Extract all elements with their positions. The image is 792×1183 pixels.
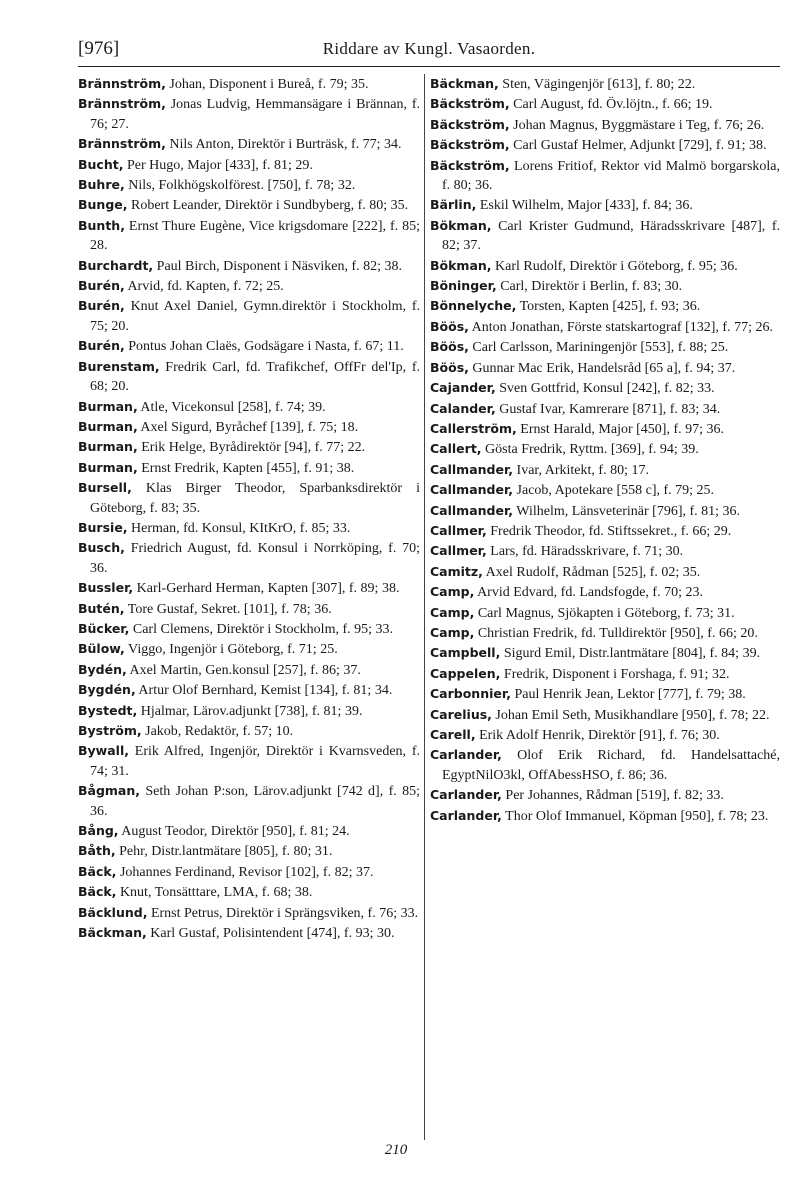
- register-entry: [78, 821, 420, 841]
- register-entry: [78, 903, 420, 923]
- entry-surname: Bursell,: [78, 480, 132, 496]
- entry-surname: Bökman,: [430, 257, 492, 273]
- entry-details: Torsten, Kapten [425], f. 93; 36.: [516, 299, 701, 315]
- entry-surname: Brännström,: [78, 136, 166, 152]
- register-entry: [78, 923, 420, 943]
- entry-surname: Bülow,: [78, 641, 125, 657]
- entry-details: Jakob, Redaktör, f. 57; 10.: [141, 724, 294, 739]
- register-entry: [430, 439, 780, 459]
- register-entry: [78, 721, 420, 741]
- entry-details: Lorens Fritiof, Rektor vid Malmö borgarskola, f. 80; 36.: [442, 158, 780, 194]
- register-entry: [430, 541, 780, 561]
- entry-surname: Byström,: [78, 723, 142, 738]
- entry-surname: Burman,: [78, 459, 138, 475]
- register-entry: [78, 781, 420, 821]
- entry-surname: Bunge,: [78, 197, 128, 213]
- entry-details: Carl, Direktör i Berlin, f. 83; 30.: [496, 279, 683, 295]
- register-entry: [78, 417, 420, 437]
- entry-surname: Bäckman,: [430, 76, 499, 91]
- entry-details: Gunnar Mac Erik, Handelsråd [65 a], f. 94; 37.: [468, 360, 736, 376]
- entry-surname: Bucht,: [78, 156, 124, 172]
- entry-details: Gustaf Ivar, Kamrerare [871], f. 83; 34.: [495, 401, 721, 417]
- register-entry: [78, 74, 420, 94]
- entry-details: Artur Olof Bernhard, Kemist [134], f. 81; 34.: [135, 683, 393, 699]
- register-entry: [430, 378, 780, 398]
- register-entry: [430, 643, 780, 663]
- register-entry: [430, 337, 780, 357]
- entry-surname: Burenstam,: [78, 358, 160, 374]
- register-entry: [78, 599, 420, 619]
- entry-surname: Brännström,: [78, 76, 166, 91]
- entry-surname: Böös,: [430, 359, 469, 375]
- register-entry: [430, 562, 780, 582]
- right-column: [430, 74, 780, 826]
- entry-surname: Burén,: [78, 338, 125, 354]
- entry-surname: Bönnelyche,: [430, 298, 517, 314]
- register-entry: [78, 357, 420, 397]
- entry-surname: Callmander,: [430, 502, 514, 518]
- entry-details: Carl Krister Gudmund, Häradsskrivare [487], f. 82; 37.: [442, 218, 780, 254]
- register-entry: [78, 195, 420, 215]
- entry-surname: Burman,: [78, 398, 138, 414]
- register-entry: [430, 684, 780, 704]
- register-entry: [430, 705, 780, 725]
- entry-surname: Bärlin,: [430, 197, 477, 213]
- register-entry: [430, 135, 780, 155]
- register-entry: [430, 725, 780, 745]
- page-number: 210: [384, 1142, 408, 1158]
- register-entry: [78, 882, 420, 902]
- register-entry: [78, 639, 420, 659]
- register-entry: [78, 296, 420, 336]
- entry-surname: Bydén,: [78, 661, 127, 677]
- register-entry: [430, 276, 780, 296]
- register-entry: [430, 74, 780, 94]
- entry-surname: Bökman,: [430, 217, 492, 233]
- entry-surname: Carlander,: [430, 787, 502, 803]
- entry-details: Arvid, fd. Kapten, f. 72; 25.: [124, 279, 284, 295]
- entry-details: Viggo, Ingenjör i Göteborg, f. 71; 25.: [124, 642, 338, 658]
- entry-details: Pehr, Distr.lantmätare [805], f. 80; 31.: [115, 844, 333, 860]
- register-entry: [430, 806, 780, 826]
- register-entry: [78, 94, 420, 134]
- entry-details: Knut, Tonsätttare, LMA, f. 68; 38.: [116, 885, 313, 901]
- entry-details: Tore Gustaf, Sekret. [101], f. 78; 36.: [124, 601, 332, 617]
- entry-surname: Callmander,: [430, 461, 514, 477]
- entry-surname: Calander,: [430, 400, 496, 416]
- entry-surname: Bystedt,: [78, 702, 138, 718]
- register-entry: [430, 358, 780, 378]
- register-entry: [430, 419, 780, 439]
- page-year-ref: [976]: [78, 38, 120, 59]
- register-entry: [430, 460, 780, 480]
- entry-surname: Camp,: [430, 584, 475, 600]
- register-entry: [78, 458, 420, 478]
- register-entry: [78, 660, 420, 680]
- entry-details: Fredrik Theodor, fd. Stiftssekret., f. 66; 29.: [486, 523, 732, 539]
- entry-details: Erik Alfred, Ingenjör, Direktör i Kvarnsveden, f. 74; 31.: [90, 744, 420, 779]
- entry-surname: Böninger,: [430, 278, 497, 294]
- register-entry: [78, 134, 420, 154]
- entry-surname: Cajander,: [430, 380, 496, 396]
- entry-details: Johan Emil Seth, Musikhandlare [950], f. 78; 22.: [491, 707, 770, 723]
- entry-details: Ernst Fredrik, Kapten [455], f. 91; 38.: [137, 460, 355, 476]
- entry-details: Christian Fredrik, fd. Tulldirektör [950], f. 66; 20.: [474, 625, 758, 641]
- entry-surname: Buhre,: [78, 177, 125, 193]
- entry-surname: Bäckström,: [430, 96, 510, 112]
- entry-surname: Carlander,: [430, 807, 502, 823]
- register-entry: [78, 578, 420, 598]
- entry-surname: Callmander,: [430, 482, 514, 498]
- entry-surname: Bygdén,: [78, 682, 136, 698]
- entry-details: Karl-Gerhard Herman, Kapten [307], f. 89; 38.: [133, 581, 400, 597]
- register-entry: [78, 518, 420, 538]
- entry-details: Lars, fd. Häradsskrivare, f. 71; 30.: [486, 544, 684, 560]
- entry-surname: Bücker,: [78, 620, 130, 636]
- entry-surname: Carell,: [430, 727, 476, 742]
- entry-surname: Camitz,: [430, 563, 483, 579]
- register-entry: [78, 336, 420, 356]
- entry-details: Sten, Vägingenjör [613], f. 80; 22.: [498, 77, 696, 92]
- entry-details: Ivar, Arkitekt, f. 80; 17.: [513, 462, 649, 478]
- entry-details: Paul Henrik Jean, Lektor [777], f. 79; 38.: [510, 687, 746, 703]
- register-entry: [78, 216, 420, 256]
- entry-details: Herman, fd. Konsul, KItKrO, f. 85; 33.: [127, 520, 351, 536]
- entry-details: Erik Adolf Henrik, Direktör [91], f. 76; 30.: [475, 728, 720, 743]
- left-column: [78, 74, 420, 943]
- entry-details: Friedrich August, fd. Konsul i Norrköping, f. 70; 36.: [90, 541, 420, 576]
- entry-details: Per Hugo, Major [433], f. 81; 29.: [123, 157, 313, 173]
- register-entry: [430, 582, 780, 602]
- entry-surname: Bäck,: [78, 884, 117, 900]
- register-entry: [78, 478, 420, 518]
- entry-details: Erik Helge, Byrådirektör [94], f. 77; 22.: [137, 440, 366, 456]
- entry-details: Klas Birger Theodor, Sparbanksdirektör i Göteborg, f. 83; 35.: [90, 481, 420, 516]
- register-entry: [78, 701, 420, 721]
- entry-surname: Cappelen,: [430, 665, 501, 681]
- entry-surname: Bunth,: [78, 217, 125, 233]
- register-entry: [430, 664, 780, 684]
- entry-surname: Callmer,: [430, 543, 487, 559]
- entry-surname: Busch,: [78, 540, 125, 556]
- column-divider: [424, 74, 425, 1140]
- register-entry: [78, 256, 420, 276]
- entry-surname: Bäckström,: [430, 116, 510, 132]
- entry-details: Axel Martin, Gen.konsul [257], f. 86; 37.: [126, 662, 361, 678]
- entry-surname: Bång,: [78, 823, 119, 839]
- entry-surname: Bäck,: [78, 863, 117, 879]
- register-entry: [430, 480, 780, 500]
- entry-details: Sven Gottfrid, Konsul [242], f. 82; 33.: [495, 381, 715, 397]
- register-entry: [78, 175, 420, 195]
- entry-details: Carl Clemens, Direktör i Stockholm, f. 95; 33.: [129, 621, 394, 637]
- entry-details: Carl Gustaf Helmer, Adjunkt [729], f. 91; 38.: [509, 138, 767, 154]
- entry-surname: Campbell,: [430, 645, 501, 661]
- entry-details: Axel Rudolf, Rådman [525], f. 02; 35.: [482, 564, 701, 580]
- entry-details: Olof Erik Richard, fd. Handelsattaché, EgyptNilO3kl, OffAbessHSO, f. 86; 36.: [442, 748, 780, 783]
- entry-surname: Carelius,: [430, 706, 492, 722]
- page-header: [78, 38, 780, 62]
- entry-details: Paul Birch, Disponent i Näsviken, f. 82; 38.: [153, 258, 403, 274]
- register-entry: [430, 115, 780, 135]
- entry-details: Sigurd Emil, Distr.lantmätare [804], f. 84; 39.: [500, 646, 761, 662]
- register-entry: [78, 276, 420, 296]
- register-entry: [430, 623, 780, 643]
- entry-details: Knut Axel Daniel, Gymn.direktör i Stockholm, f. 75; 20.: [90, 299, 420, 334]
- entry-details: Eskil Wilhelm, Major [433], f. 84; 36.: [476, 198, 693, 214]
- entry-details: Robert Leander, Direktör i Sundbyberg, f. 80; 35.: [127, 198, 409, 214]
- register-entry: [78, 437, 420, 457]
- entry-details: Gösta Fredrik, Ryttm. [369], f. 94; 39.: [481, 442, 699, 458]
- entry-details: Fredrik Carl, fd. Trafikchef, OffFr del'Ip, f. 68; 20.: [90, 359, 420, 395]
- register-entry: [430, 745, 780, 785]
- entry-surname: Camp,: [430, 604, 475, 620]
- register-entry: [430, 785, 780, 805]
- header-rule: [78, 66, 780, 67]
- entry-details: Ernst Harald, Major [450], f. 97; 36.: [516, 421, 724, 437]
- entry-surname: Bussler,: [78, 580, 134, 596]
- entry-surname: Böös,: [430, 318, 469, 334]
- page-title: Riddare av Kungl. Vasaorden.: [322, 39, 536, 58]
- register-entry: [430, 256, 780, 276]
- entry-details: Johannes Ferdinand, Revisor [102], f. 82; 37.: [116, 864, 374, 880]
- entry-details: Karl Gustaf, Polisintendent [474], f. 93; 30.: [146, 926, 395, 942]
- entry-details: Axel Sigurd, Byråchef [139], f. 75; 18.: [137, 419, 359, 435]
- register-entry: [78, 397, 420, 417]
- register-entry: [430, 521, 780, 541]
- entry-details: Hjalmar, Lärov.adjunkt [738], f. 81; 39.: [137, 703, 363, 719]
- entry-surname: Bursie,: [78, 519, 128, 535]
- register-entry: [430, 94, 780, 114]
- entry-surname: Carbonnier,: [430, 686, 511, 702]
- entry-details: Atle, Vicekonsul [258], f. 74; 39.: [137, 399, 326, 415]
- entry-details: Ernst Thure Eugène, Vice krigsdomare [222], f. 85; 28.: [90, 218, 420, 254]
- entry-surname: Callerström,: [430, 420, 517, 436]
- entry-surname: Callert,: [430, 441, 482, 457]
- register-entry: [430, 501, 780, 521]
- register-entry: [430, 296, 780, 316]
- entry-surname: Brännström,: [78, 96, 166, 112]
- entry-surname: Burchardt,: [78, 257, 154, 273]
- entry-details: Fredrik, Disponent i Forshaga, f. 91; 32.: [500, 666, 730, 682]
- register-entry: [430, 216, 780, 256]
- entry-details: Jacob, Apotekare [558 c], f. 79; 25.: [513, 483, 715, 499]
- entry-details: August Teodor, Direktör [950], f. 81; 24.: [118, 824, 350, 840]
- register-entry: [430, 156, 780, 196]
- register-entry: [78, 841, 420, 861]
- entry-surname: Burman,: [78, 439, 138, 455]
- entry-surname: Bäckman,: [78, 925, 147, 941]
- entry-details: Karl Rudolf, Direktör i Göteborg, f. 95; 36.: [491, 258, 738, 274]
- register-entry: [78, 680, 420, 700]
- entry-surname: Burman,: [78, 418, 138, 434]
- entry-surname: Callmer,: [430, 522, 487, 538]
- register-entry: [430, 603, 780, 623]
- entry-surname: Burén,: [78, 278, 125, 294]
- entry-surname: Båth,: [78, 843, 116, 859]
- entry-details: Thor Olof Immanuel, Köpman [950], f. 78; 23.: [501, 808, 769, 824]
- entry-details: Carl Magnus, Sjökapten i Göteborg, f. 73; 31.: [474, 605, 735, 621]
- entry-details: Arvid Edvard, fd. Landsfogde, f. 70; 23.: [474, 585, 703, 601]
- entry-details: Nils, Folkhögskolförest. [750], f. 78; 32.: [124, 178, 356, 194]
- entry-surname: Bywall,: [78, 743, 129, 759]
- entry-details: Per Johannes, Rådman [519], f. 82; 33.: [501, 788, 724, 804]
- entry-details: Ernst Petrus, Direktör i Sprängsviken, f. 76; 33.: [147, 905, 419, 921]
- entry-surname: Burén,: [78, 298, 125, 314]
- entry-details: Jonas Ludvig, Hemmansägare i Brännan, f. 76; 27.: [90, 97, 420, 132]
- entry-details: Pontus Johan Claës, Godsägare i Nasta, f. 67; 11.: [124, 339, 404, 355]
- entry-surname: Bäckström,: [430, 137, 510, 153]
- entry-details: Anton Jonathan, Förste statskartograf [132], f. 77; 26.: [468, 319, 773, 335]
- entry-details: Seth Johan P:son, Lärov.adjunkt [742 d], f. 85; 36.: [90, 784, 420, 819]
- entry-surname: Butén,: [78, 600, 125, 616]
- register-entry: [430, 399, 780, 419]
- entry-details: Carl August, fd. Öv.löjtn., f. 66; 19.: [509, 97, 713, 113]
- entry-details: Johan, Disponent i Bureå, f. 79; 35.: [165, 77, 369, 92]
- register-entry: [78, 619, 420, 639]
- entry-surname: Carlander,: [430, 747, 502, 763]
- entry-surname: Camp,: [430, 624, 475, 640]
- entry-details: Johan Magnus, Byggmästare i Teg, f. 76; 26.: [509, 117, 765, 133]
- register-entry: [78, 862, 420, 882]
- register-entry: [78, 538, 420, 578]
- entry-details: Carl Carlsson, Mariningenjör [553], f. 88; 25.: [468, 340, 729, 356]
- entry-surname: Bäckström,: [430, 157, 510, 173]
- register-entry: [78, 155, 420, 175]
- register-entry: [430, 195, 780, 215]
- entry-details: Wilhelm, Länsveterinär [796], f. 81; 36.: [513, 503, 741, 519]
- entry-surname: Bäcklund,: [78, 904, 148, 920]
- register-entry: [78, 741, 420, 781]
- entry-surname: Böös,: [430, 339, 469, 355]
- register-entry: [430, 317, 780, 337]
- entry-details: Nils Anton, Direktör i Burträsk, f. 77; 34.: [165, 137, 402, 153]
- entry-surname: Bågman,: [78, 783, 141, 799]
